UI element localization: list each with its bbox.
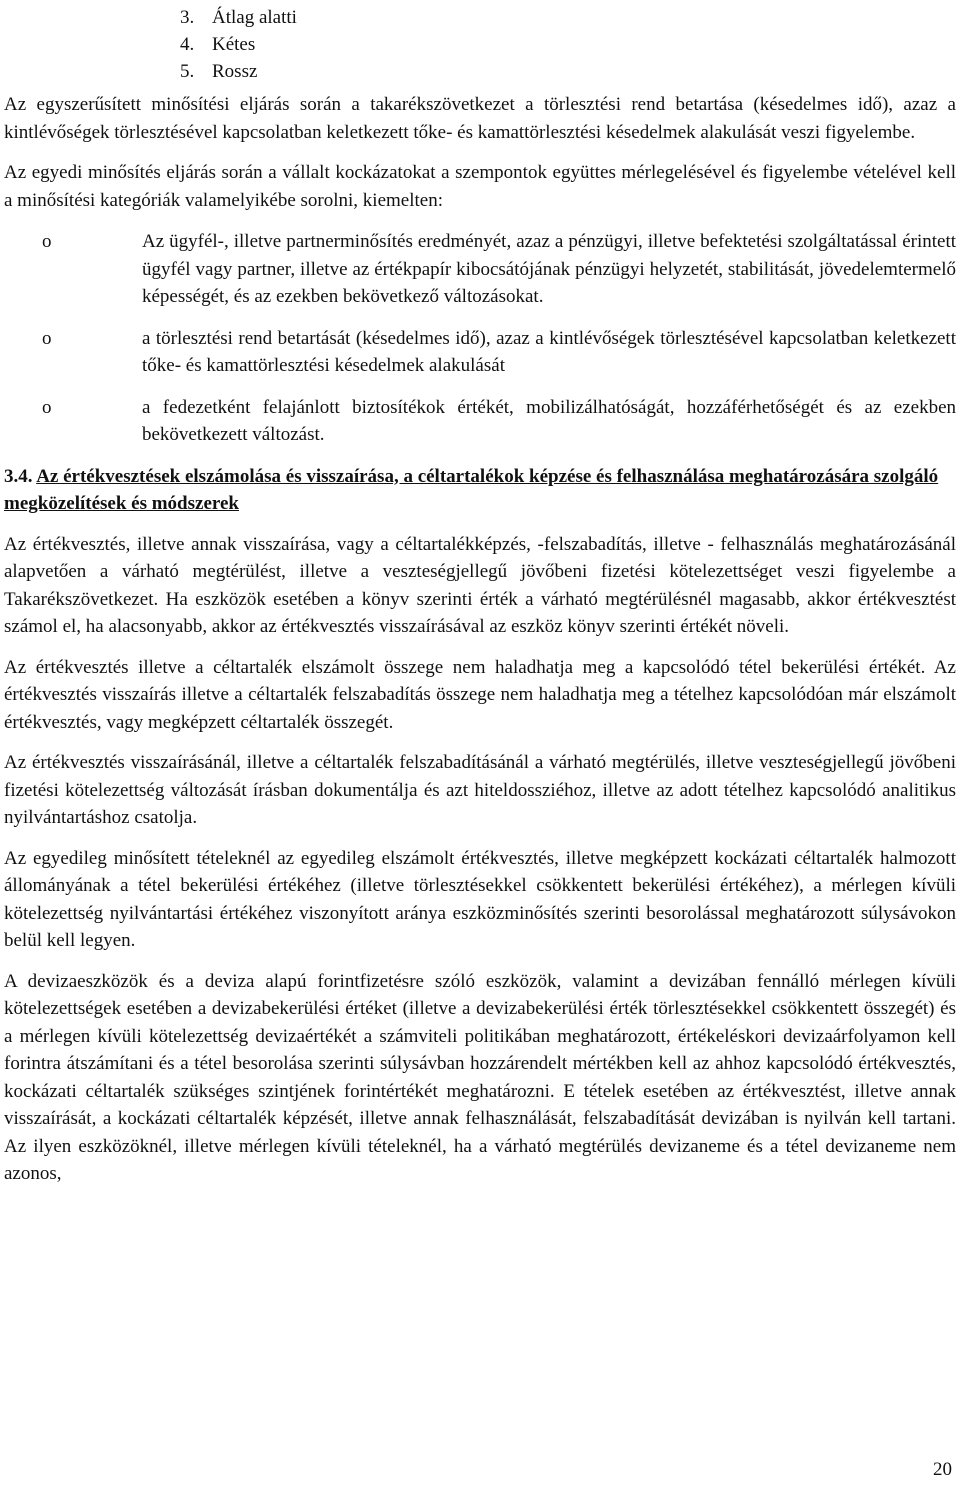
paragraph-simplified-rating: Az egyszerűsített minősítési eljárás során a takarékszövetkezet a törlesztési rend betartása (késedelmes idő), azaz a kintlévőségek törlesztésével kapcsolatban keletkezett tőke- és kamattörlesztési késedelmek alakulását veszi figyelembe. [4,94,956,143]
bullet-marker: o [42,327,52,349]
bullet-marker: o [42,396,52,418]
criteria-bullet-list [4,228,956,449]
bullet-marker: o [42,231,52,252]
bullet-text: a törlesztési rend betartását (késedelmes idő), azaz a kintlévőségek törlesztésével kapcsolatban keletkezett tőke- és kamattörlesztési késedelmek alakulását [142,327,956,376]
list-item-text: Kétes [212,34,256,55]
paragraph: Az értékvesztés, illetve annak visszaírása, vagy a céltartalékképzés, -felszabadítás, illetve - felhasználás meghatározásánál alapvetően a várható megtérülést, illetve a veszteségjellegű jövőbeni fizetési kötelezettséget veszi figyelembe a Takarékszövetkezet. Ha eszközök esetében a könyv szerinti érték a várható megtérülésnél magasabb, akkor értékvesztést számol el, ha alacsonyabb, akkor az értékvesztés visszaírásával az eszköz könyv szerinti értékét növeli. [4,533,956,637]
list-item-number: 3. [180,7,195,28]
paragraph: Az értékvesztés visszaírásánál, illetve a céltartalék felszabadításánál a várható megtérülés, illetve veszteségjellegű jövőbeni fizetési kötelezettség változását írásban dokumentálja és azt hiteldossziéhoz, illetve az adott tételhez kapcsolódó analitikus nyilvántartáshoz csatolja. [4,752,956,828]
list-item [180,4,956,31]
paragraph: Az egyedileg minősített tételeknél az egyedileg elszámolt értékvesztés, illetve megképzett kockázati céltartalék halmozott állományának a tétel bekerülési értékéhez (illetve törlesztésekkel csökkentett bekerülési értékéhez), a mérlegen kívüli kötelezettség nyilvántartási értékéhez viszonyított aránya eszközminősítés szerinti besorolással meghatározott súlysávokon belül kell legyen. [4,847,956,951]
list-item-number: 4. [180,34,195,55]
page-number: 20 [933,1458,952,1480]
bullet-text: Az ügyfél-, illetve partnerminősítés eredményét, azaz a pénzügyi, illetve befektetési szolgáltatással érintett ügyfél vagy partner, illetve az értékpapír kibocsátójának pénzügyi helyzetét, stabilitását, jövedelemtermelő képességét, és az ezekben bekövetkező változásokat. [142,231,956,307]
list-item [180,31,956,58]
bullet-item [4,394,956,449]
bullet-item [4,228,956,311]
document-page [4,4,956,1188]
list-item-number: 5. [180,61,195,82]
paragraph-individual-rating: Az egyedi minősítés eljárás során a vállalt kockázatokat a szempontok együttes mérlegelésével és figyelembe vételével kell a minősítési kategóriák valamelyikébe sorolni, kiemelten: [4,162,956,211]
section-title: Az értékvesztések elszámolása és visszaírása, a céltartalékok képzése és felhasználása meghatározására szolgáló megközelítések és módszerek [4,465,939,514]
list-item [180,58,956,85]
paragraph: Az értékvesztés illetve a céltartalék elszámolt összege nem haladhatja meg a kapcsolódó tétel bekerülési értékét. Az értékvesztés visszaírás illetve a céltartalék felszabadítás összege nem haladhatja meg a tételhez kapcsolódóan már elszámolt értékvesztés, vagy megképzett céltartalék összegét. [4,656,956,733]
section-heading [4,463,956,518]
paragraph: A devizaeszközök és a deviza alapú forintfizetésre szóló eszközök, valamint a devizában fennálló mérlegen kívüli kötelezettségek esetében a devizabekerülési értéket (illetve a devizabekerülési érték törlesztésekkel csökkentett összegét) és a mérlegen kívüli kötelezettség devizaértékét a számviteli politikában meghatározott, értékeléskori devizaárfolyamon kell forintra átszámítani és a tétel besorolása szerinti súlysávban hozzárendelt mértékben kell az ahhoz kapcsolódó értékvesztés, kockázati céltartalék szükséges szintjének forintértékét meghatározni. E tételek esetében az értékvesztést, illetve annak visszaírását, a kockázati céltartalék képzését, illetve annak felhasználását, felszabadítását devizában is nyilván kell tartani. Az ilyen eszközöknél, illetve mérlegen kívüli tételeknél, ha a várható megtérülés devizaneme és a tétel devizaneme nem azonos, [4,970,956,1184]
bullet-item [4,325,956,380]
list-item-text: Átlag alatti [212,7,297,28]
rating-category-list [180,4,956,85]
bullet-text: a fedezetként felajánlott biztosítékok értékét, mobilizálhatóságát, hozzáférhetőségét és az ezekben bekövetkezett változást. [142,396,956,445]
section-number: 3.4. [4,465,33,487]
list-item-text: Rossz [212,61,258,82]
